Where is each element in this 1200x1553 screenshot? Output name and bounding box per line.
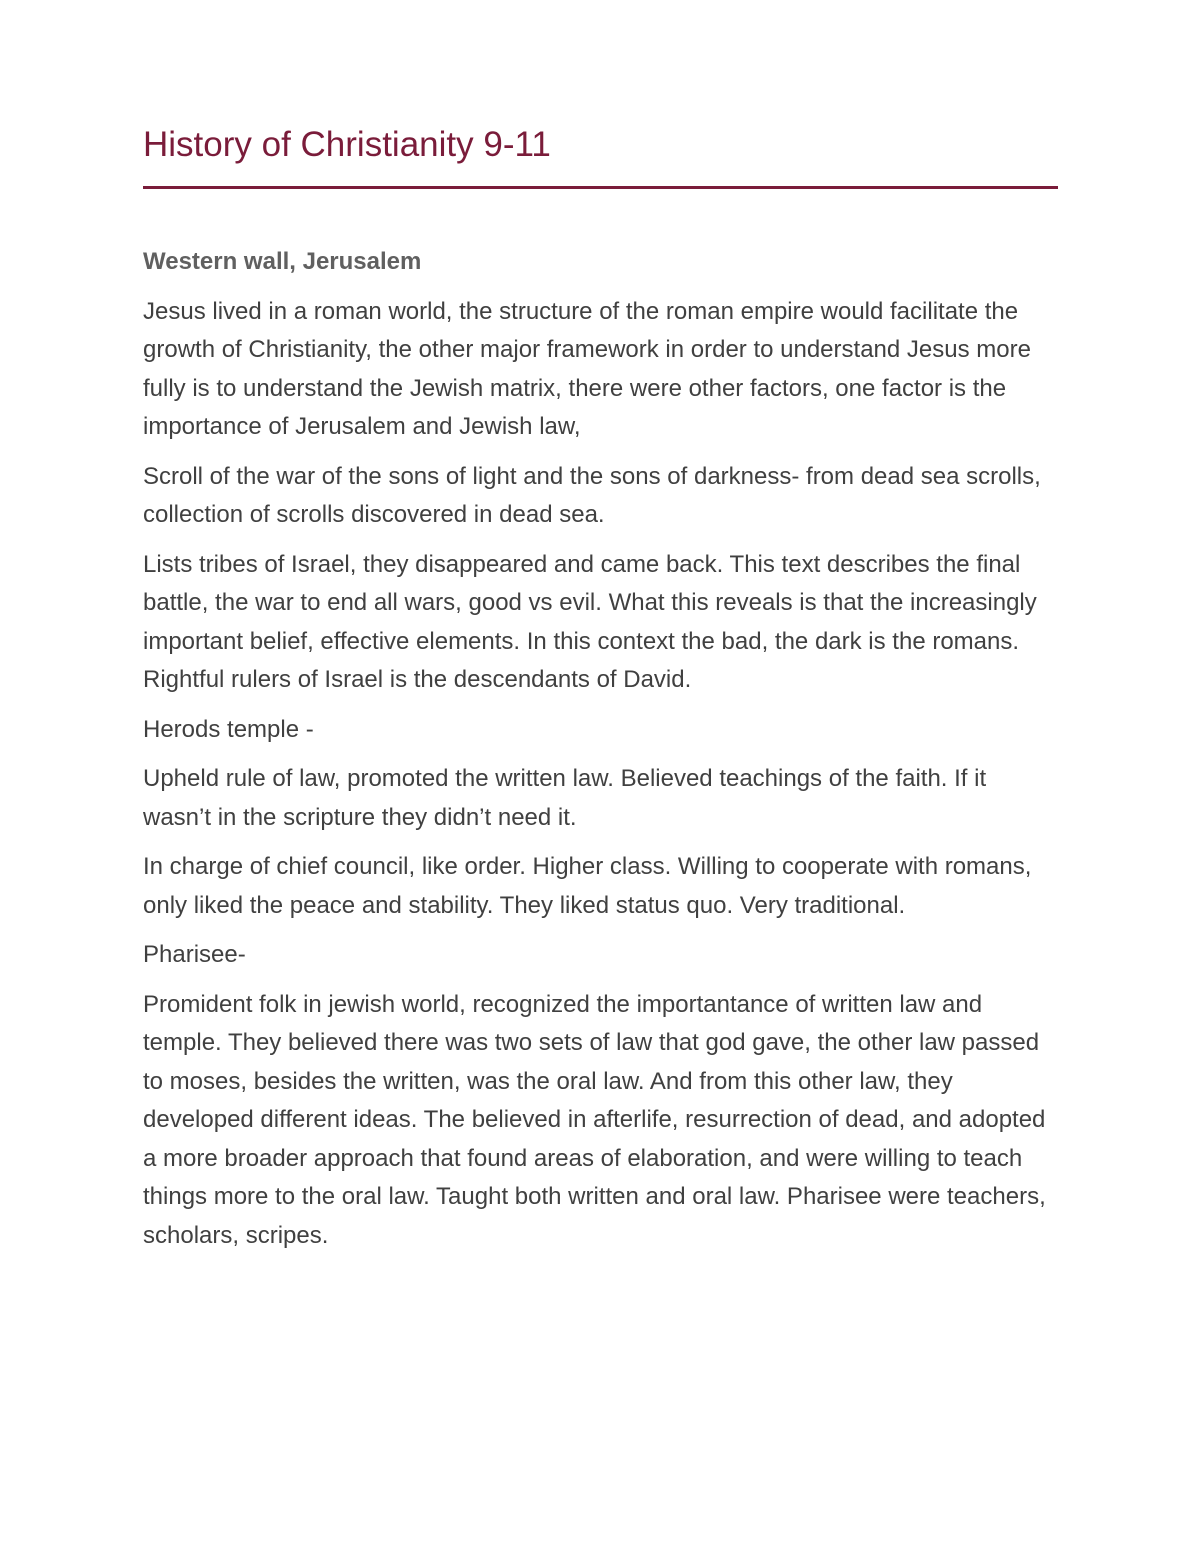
paragraph-written-law: Upheld rule of law, promoted the written law. Believed teachings of the faith. If it wasn’t in the scripture they didn’t need it. <box>143 765 987 831</box>
paragraph-chief-council: In charge of chief council, like order. Higher class. Willing to cooperate with romans, only liked the peace and stability. They liked status quo. Very traditional. <box>143 853 1032 919</box>
paragraph-herods-temple: Herods temple - <box>143 715 314 743</box>
section-subheading: Western wall, Jerusalem <box>143 248 422 275</box>
paragraph-jewish-matrix: Jesus lived in a roman world, the structure of the roman empire would facilitate the growth of Christianity, the other major framework in order to understand Jesus more fully is to understand the Jewish matrix, there were other factors, one factor is the importance of Jerusalem and Jewish law, <box>143 297 1031 440</box>
paragraph-pharisee-description: Promident folk in jewish world, recognized the importantance of written law and temple. They believed there was two sets of law that god gave, the other law passed to moses, besides the written, was the oral law. And from this other law, they developed different ideas. The believed in afterlife, resurrection of dead, and adopted a more broader approach that found areas of elaboration, and were willing to teach things more to the oral law. Taught both written and oral law. Pharisee were teachers, scholars, scripes. <box>143 990 1046 1249</box>
paragraph-tribes-of-israel: Lists tribes of Israel, they disappeared and came back. This text describes the final battle, the war to end all wars, good vs evil. What this reveals is that the increasingly important belief, effective elements. In this context the bad, the dark is the romans. Rightful rulers of Israel is the descendants of David. <box>143 550 1037 693</box>
title-divider <box>143 186 1058 189</box>
document-title: History of Christianity 9-11 <box>143 125 551 164</box>
paragraph-pharisee-heading: Pharisee- <box>143 941 246 968</box>
document-body <box>143 243 1058 1266</box>
paragraph-dead-sea-scroll: Scroll of the war of the sons of light and the sons of darkness- from dead sea scrolls, collection of scrolls discovered in dead sea. <box>143 462 1041 528</box>
